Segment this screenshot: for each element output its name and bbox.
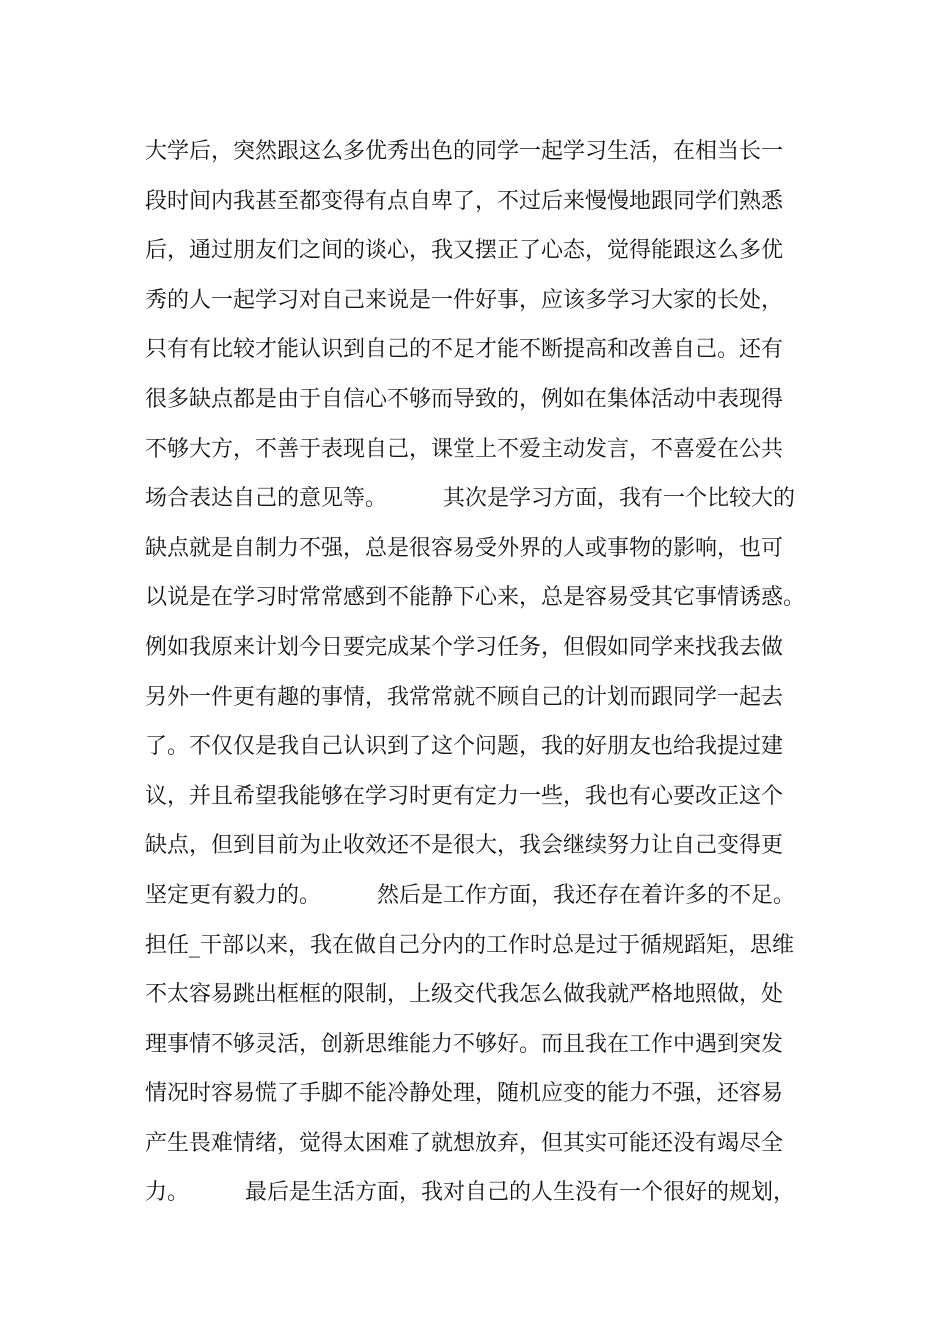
text-line: 缺点就是自制力不强，总是很容易受外界的人或事物的影响，也可 xyxy=(145,535,784,561)
text-line: 不太容易跳出框框的限制，上级交代我怎么做我就严格地照做，处 xyxy=(145,982,784,1008)
text-line: 段时间内我甚至都变得有点自卑了，不过后来慢慢地跟同学们熟悉 xyxy=(145,188,784,214)
text-line: 大学后，突然跟这么多优秀出色的同学一起学习生活，在相当长一 xyxy=(145,139,784,164)
text-line: 只有有比较才能认识到自己的不足才能不断提高和改善自己。还有 xyxy=(145,337,784,363)
text-line: 力。 最后是生活方面，我对自己的人生没有一个很好的规划， xyxy=(145,1180,795,1206)
text-line: 产生畏难情绪，觉得太困难了就想放弃，但其实可能还没有竭尽全 xyxy=(145,1130,784,1156)
text-line: 另外一件更有趣的事情，我常常就不顾自己的计划而跟同学一起去 xyxy=(145,684,784,710)
text-line: 了。不仅仅是我自己认识到了这个问题，我的好朋友也给我提过建 xyxy=(145,734,784,760)
text-line: 后，通过朋友们之间的谈心，我又摆正了心态，觉得能跟这么多优 xyxy=(145,238,784,264)
text-line: 情况时容易慌了手脚不能冷静处理，随机应变的能力不强，还容易 xyxy=(145,1081,784,1107)
text-line: 场合表达自己的意见等。 其次是学习方面，我有一个比较大的 xyxy=(145,486,795,512)
body-text xyxy=(145,127,845,1218)
text-line: 坚定更有毅力的。 然后是工作方面，我还存在着许多的不足。 xyxy=(145,882,795,908)
text-line: 很多缺点都是由于自信心不够而导致的，例如在集体活动中表现得 xyxy=(145,386,784,412)
text-line: 理事情不够灵活，创新思维能力不够好。而且我在工作中遇到突发 xyxy=(145,1031,784,1057)
text-line: 议，并且希望我能够在学习时更有定力一些，我也有心要改正这个 xyxy=(145,783,784,809)
text-line: 以说是在学习时常常感到不能静下心来，总是容易受其它事情诱惑。 xyxy=(145,585,806,611)
text-line: 秀的人一起学习对自己来说是一件好事，应该多学习大家的长处， xyxy=(145,287,784,313)
text-line: 不够大方，不善于表现自己，课堂上不爱主动发言，不喜爱在公共 xyxy=(145,436,784,462)
text-line: 担任_干部以来，我在做自己分内的工作时总是过于循规蹈矩，思维 xyxy=(145,932,795,958)
text-line: 缺点，但到目前为止收效还不是很大，我会继续努力让自己变得更 xyxy=(145,833,784,859)
text-line: 例如我原来计划今日要完成某个学习任务，但假如同学来找我去做 xyxy=(145,634,784,660)
